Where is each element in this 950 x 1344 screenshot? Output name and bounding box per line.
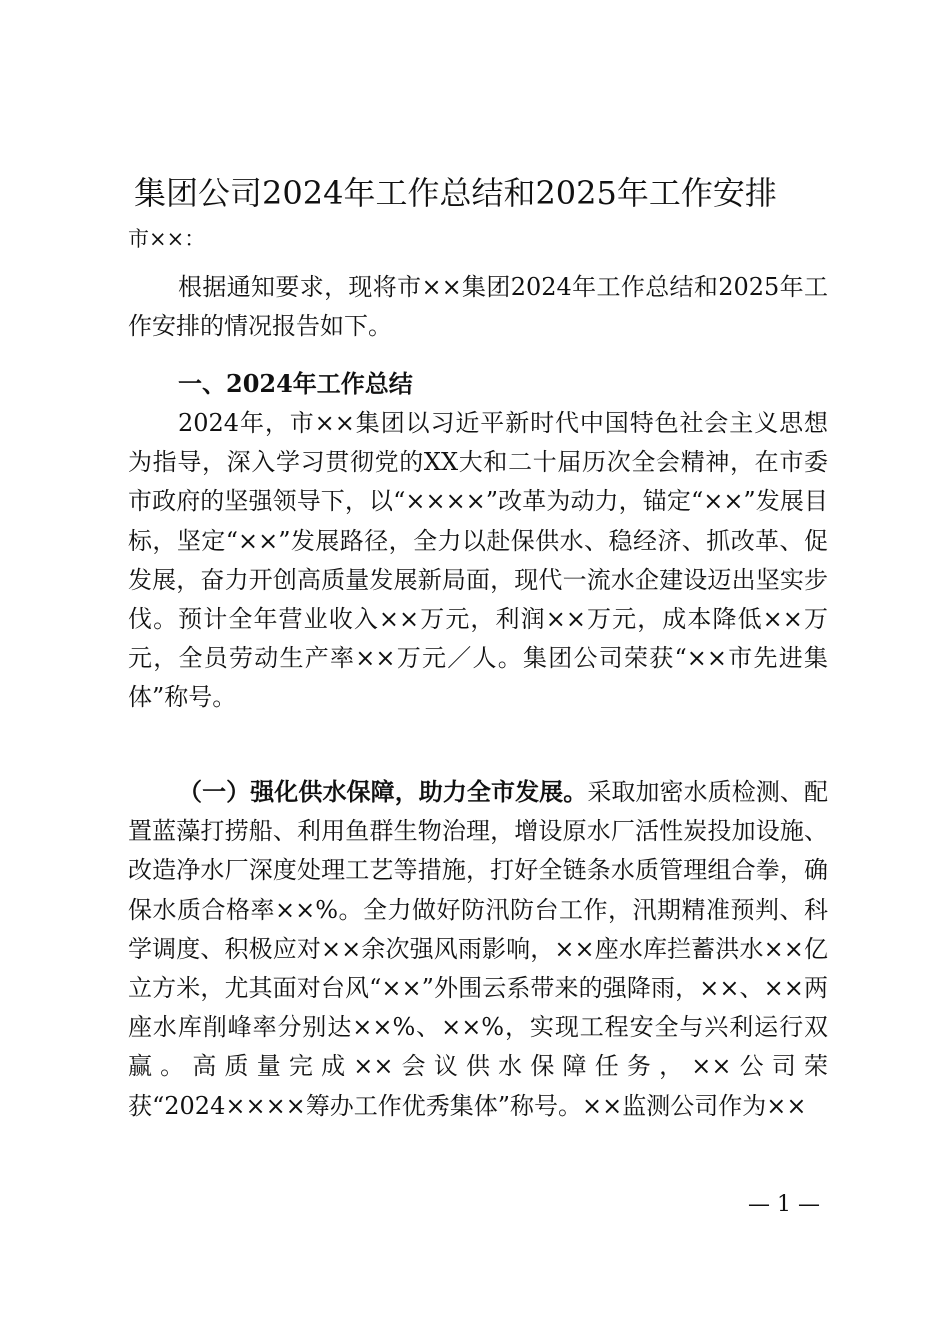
- subsection-body: 采取加密水质检测、配置蓝藻打捞船、利用鱼群生物治理，增设原水厂活性炭投加设施、改造净水厂深度处理工艺等措施，打好全链条水质管理组合拳，确保水质合格率××%。全力做好防汛防台工作，汛期精准预判、科学调度、积极应对××余次强风雨影响，××座水库拦蓄洪水××亿立方米，尤其面对台风“××”外围云系带来的强降雨，××、××两座水库削峰率分别达××%、××%，实现工程安全与兴利运行双赢。高质量完成××会议供水保障任务，××公司荣获“2024××××筹办工作优秀集体”称号。××监测公司作为××: [128, 778, 829, 1120]
- paragraph-2024-summary: 2024年，市××集团以习近平新时代中国特色社会主义思想为指导，深入学习贯彻党的XX大和二十届历次全会精神，在市委市政府的坚强领导下，以“××××”改革为动力，锚定“××”发展目标，坚定“××”发展路径，全力以赴保供水、稳经济、抓改革、促发展，奋力开创高质量发展新局面，现代一流水企建设迈出坚实步伐。预计全年营业收入××万元，利润××万元，成本降低××万元，全员劳动生产率××万元／人。集团公司荣获“××市先进集体”称号。: [128, 409, 828, 712]
- subsection-paragraph: [128, 772, 828, 1126]
- section-heading: 一、2024年工作总结: [178, 369, 413, 398]
- subsection-lead: （一）强化供水保障，助力全市发展。: [178, 777, 588, 806]
- page-number: — 1 —: [748, 1192, 820, 1217]
- intro-paragraph: 根据通知要求，现将市××集团2024年工作总结和2025年工作安排的情况报告如下。: [128, 273, 828, 341]
- document-title: 集团公司2024年工作总结和2025年工作安排: [134, 174, 777, 212]
- addressee: 市××：: [128, 227, 206, 251]
